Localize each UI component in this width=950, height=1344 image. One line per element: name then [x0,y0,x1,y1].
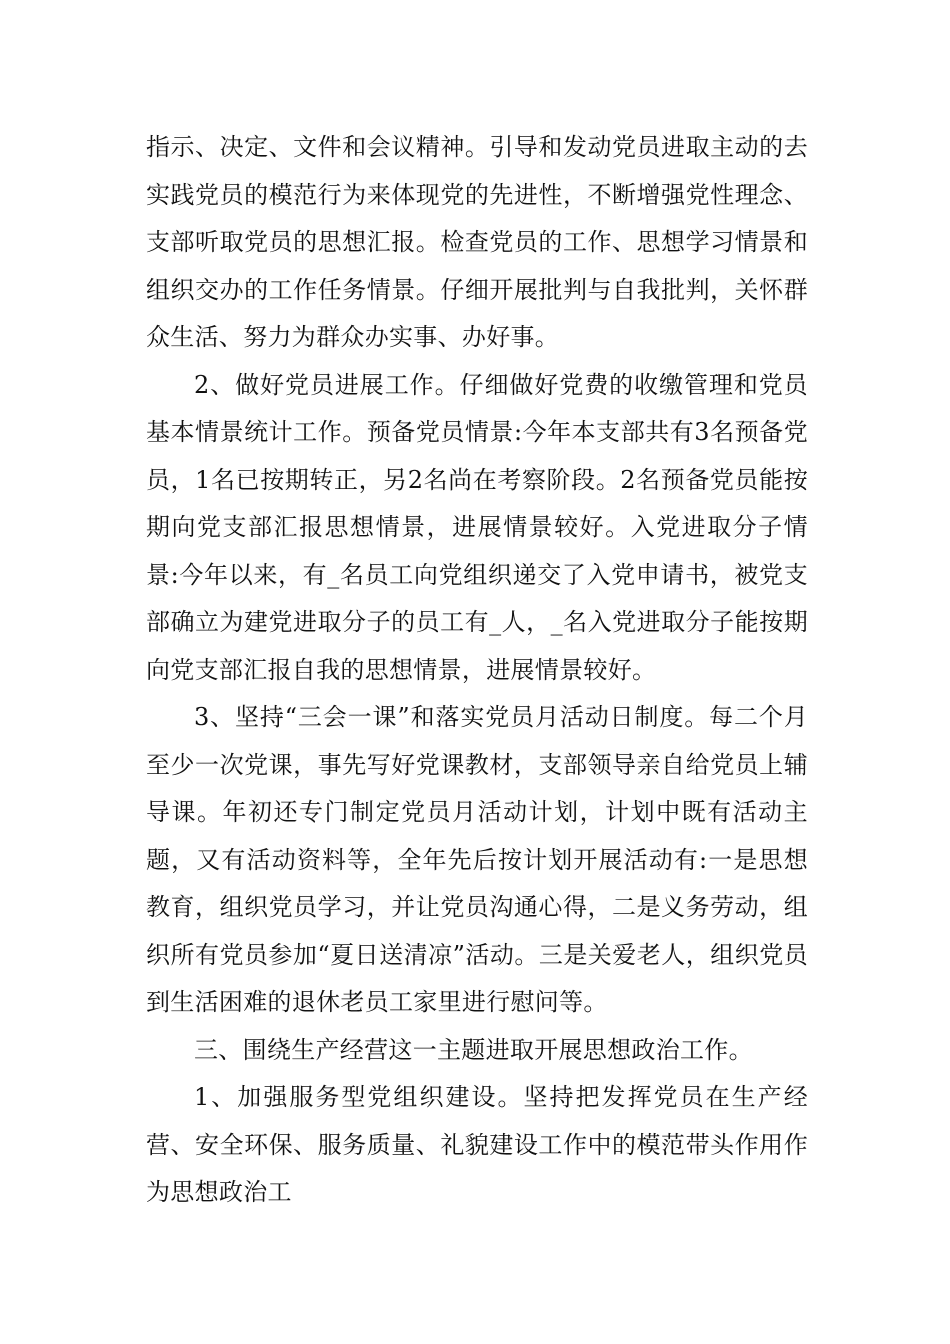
document-body [146,124,808,1217]
paragraph-three-meetings-one-lesson: 3、坚持“三会一课”和落实党员月活动日制度。每二个月至少一次党课，事先写好党课教材，支部领导亲自给党员上辅导课。年初还专门制定党员月活动计划，计划中既有活动主题，又有活动资料等，全年先后按计划开展活动有:一是思想教育，组织党员学习，并让党员沟通心得，二是义务劳动，组织所有党员参加“夏日送清凉”活动。三是关爱老人，组织党员到生活困难的退休老员工家里进行慰问等。 [146,703,808,1016]
paragraph-party-member-development: 2、做好党员进展工作。仔细做好党费的收缴管理和党员基本情景统计工作。预备党员情景:今年本支部共有3名预备党员，1名已按期转正，另2名尚在考察阶段。2名预备党员能按期向党支部汇报思想情景，进展情景较好。入党进取分子情景:今年以来，有_名员工向党组织递交了入党申请书，被党支部确立为建党进取分子的员工有_人，_名入党进取分子能按期向党支部汇报自我的思想情景，进展情景较好。 [146,370,808,684]
section-heading-three: 三、围绕生产经营这一主题进取开展思想政治工作。 [194,1035,753,1064]
paragraph-continuation: 指示、决定、文件和会议精神。引导和发动党员进取主动的去实践党员的模范行为来体现党的先进性，不断增强党性理念、支部听取党员的思想汇报。检查党员的工作、思想学习情景和组织交办的工作任务情景。仔细开展批判与自我批判，关怀群众生活、努力为群众办实事、办好事。 [146,133,808,351]
paragraph-service-party-organization: 1、加强服务型党组织建设。坚持把发挥党员在生产经营、安全环保、服务质量、礼貌建设工作中的模范带头作用作为思想政治工 [146,1083,808,1206]
